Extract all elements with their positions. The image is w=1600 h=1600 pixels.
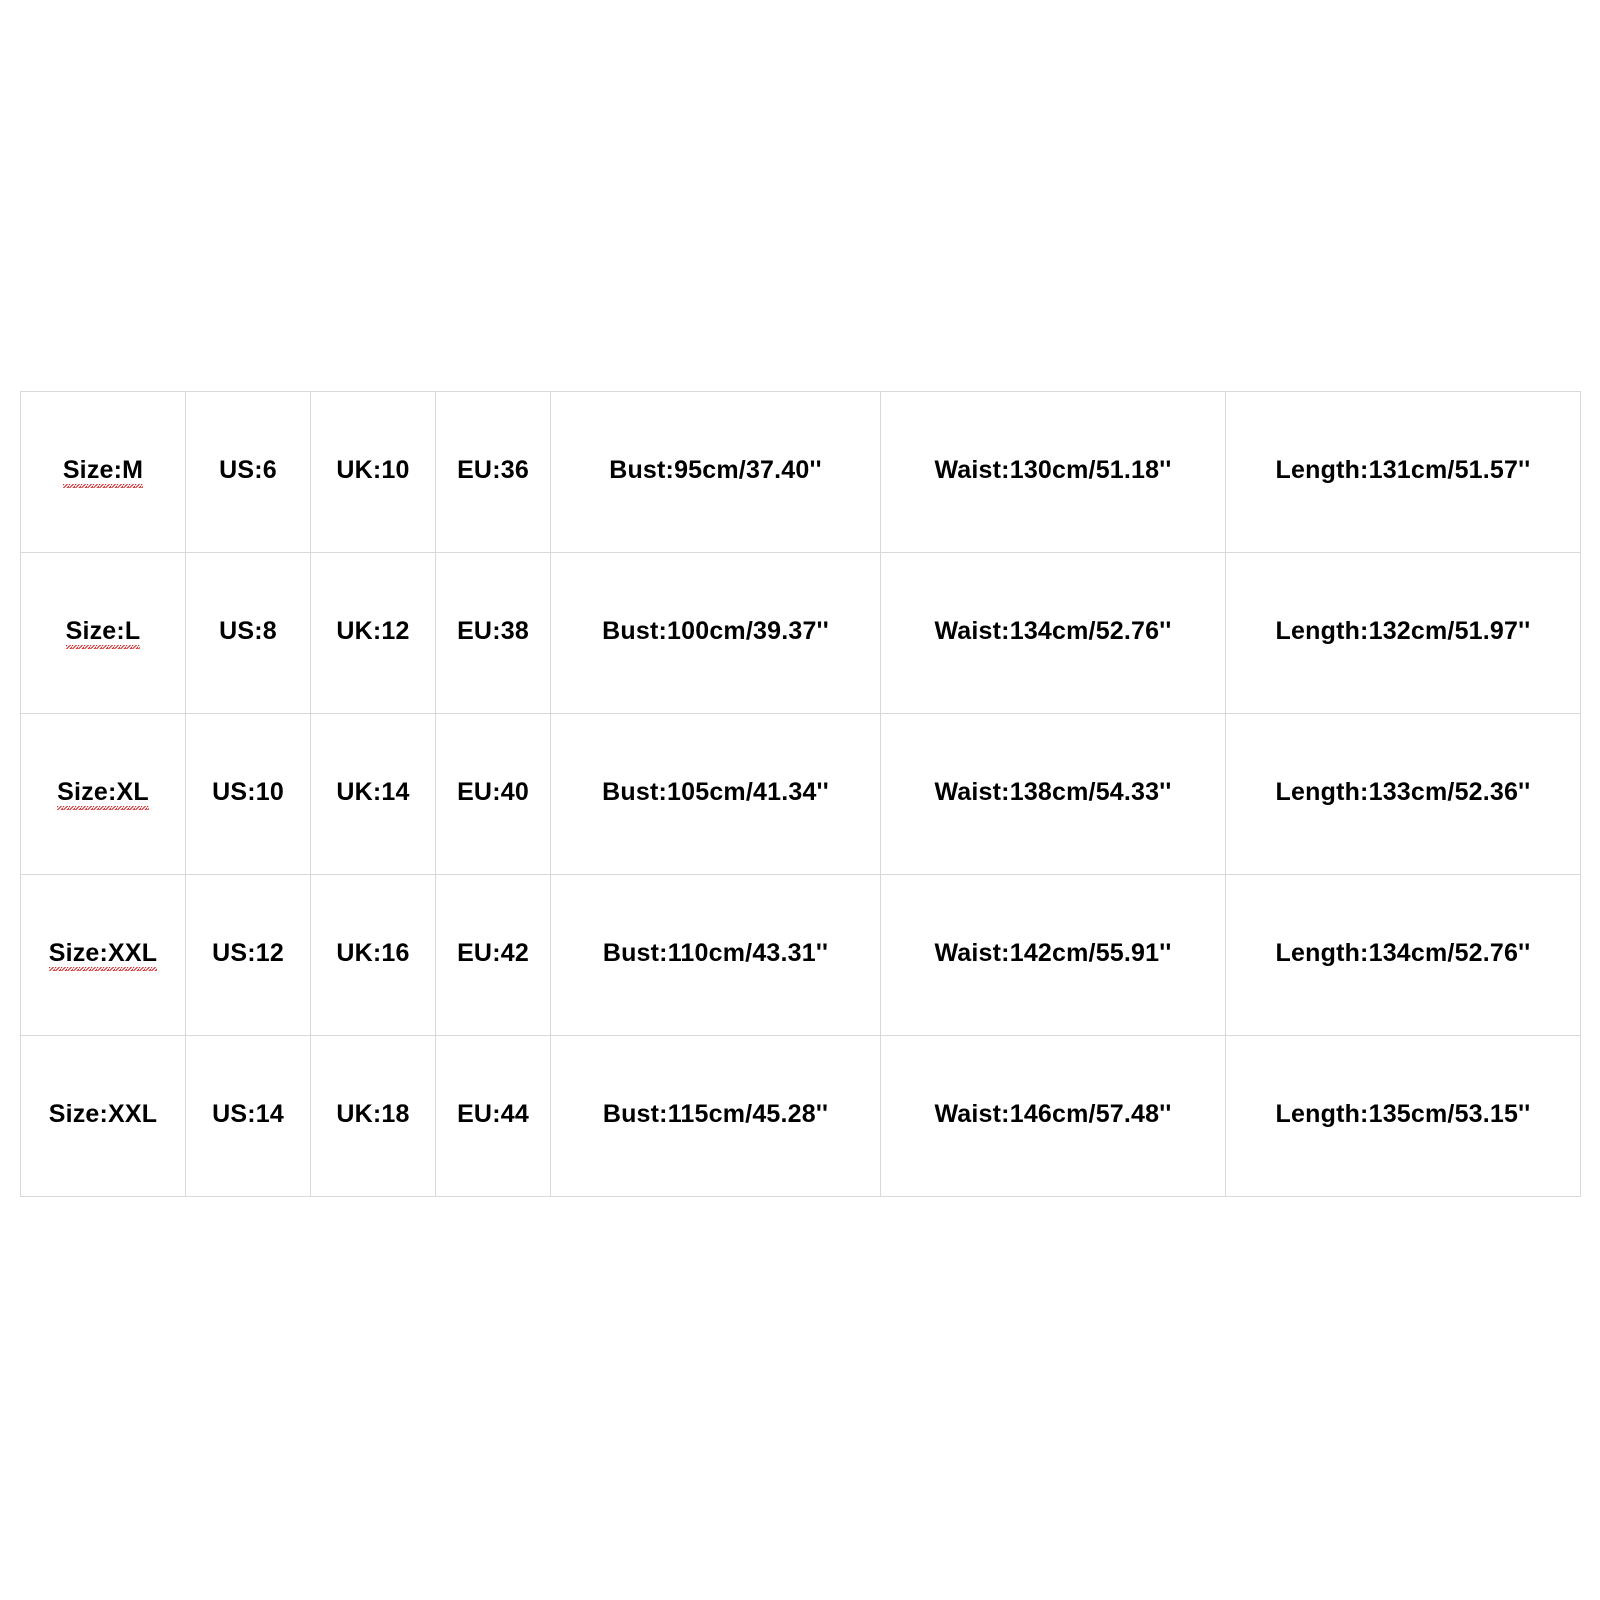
cell-uk [311, 553, 436, 714]
cell-length [1226, 553, 1581, 714]
size-label: Size:XXL [49, 939, 158, 971]
length-label: Length:132cm/51.97'' [1275, 617, 1531, 645]
cell-size [21, 392, 186, 553]
size-label: Size:M [63, 456, 143, 488]
cell-length [1226, 1036, 1581, 1197]
us-label: US:6 [219, 456, 277, 484]
cell-eu [436, 392, 551, 553]
waist-label: Waist:138cm/54.33'' [934, 778, 1172, 806]
eu-label: EU:42 [457, 939, 529, 967]
table-row [21, 1036, 1581, 1197]
length-label: Length:135cm/53.15'' [1275, 1100, 1531, 1128]
cell-uk [311, 714, 436, 875]
cell-us [186, 553, 311, 714]
length-label: Length:134cm/52.76'' [1275, 939, 1531, 967]
cell-us [186, 392, 311, 553]
cell-waist [881, 714, 1226, 875]
cell-size [21, 553, 186, 714]
length-label: Length:133cm/52.36'' [1275, 778, 1531, 806]
waist-label: Waist:130cm/51.18'' [934, 456, 1172, 484]
cell-bust [551, 1036, 881, 1197]
cell-size [21, 875, 186, 1036]
cell-length [1226, 714, 1581, 875]
cell-eu [436, 1036, 551, 1197]
length-label: Length:131cm/51.57'' [1275, 456, 1531, 484]
bust-label: Bust:115cm/45.28'' [602, 1100, 829, 1128]
waist-label: Waist:142cm/55.91'' [934, 939, 1172, 967]
uk-label: UK:12 [336, 617, 410, 645]
cell-size [21, 1036, 186, 1197]
waist-label: Waist:134cm/52.76'' [934, 617, 1172, 645]
cell-us [186, 875, 311, 1036]
cell-eu [436, 553, 551, 714]
waist-label: Waist:146cm/57.48'' [934, 1100, 1172, 1128]
size-label: Size:L [66, 617, 141, 649]
cell-bust [551, 875, 881, 1036]
cell-bust [551, 553, 881, 714]
eu-label: EU:40 [457, 778, 529, 806]
cell-waist [881, 875, 1226, 1036]
table-row [21, 714, 1581, 875]
size-chart-table [20, 391, 1581, 1197]
cell-length [1226, 392, 1581, 553]
uk-label: UK:16 [336, 939, 410, 967]
cell-waist [881, 553, 1226, 714]
uk-label: UK:14 [336, 778, 410, 806]
us-label: US:14 [212, 1100, 284, 1128]
cell-uk [311, 1036, 436, 1197]
size-label: Size:XL [57, 778, 149, 810]
eu-label: EU:38 [457, 617, 529, 645]
cell-bust [551, 392, 881, 553]
bust-label: Bust:110cm/43.31'' [602, 939, 829, 967]
cell-waist [881, 392, 1226, 553]
cell-uk [311, 875, 436, 1036]
cell-eu [436, 875, 551, 1036]
uk-label: UK:10 [336, 456, 410, 484]
bust-label: Bust:100cm/39.37'' [602, 617, 829, 645]
cell-uk [311, 392, 436, 553]
cell-eu [436, 714, 551, 875]
eu-label: EU:44 [457, 1100, 529, 1128]
us-label: US:10 [212, 778, 284, 806]
uk-label: UK:18 [336, 1100, 410, 1128]
cell-length [1226, 875, 1581, 1036]
table-row [21, 875, 1581, 1036]
us-label: US:12 [212, 939, 284, 967]
size-label: Size:XXL [48, 1100, 158, 1128]
cell-waist [881, 1036, 1226, 1197]
eu-label: EU:36 [457, 456, 529, 484]
size-chart-container [20, 391, 1580, 1197]
cell-us [186, 714, 311, 875]
cell-bust [551, 714, 881, 875]
table-row [21, 392, 1581, 553]
cell-us [186, 1036, 311, 1197]
bust-label: Bust:105cm/41.34'' [602, 778, 829, 806]
table-row [21, 553, 1581, 714]
us-label: US:8 [219, 617, 277, 645]
bust-label: Bust:95cm/37.40'' [609, 456, 822, 484]
cell-size [21, 714, 186, 875]
